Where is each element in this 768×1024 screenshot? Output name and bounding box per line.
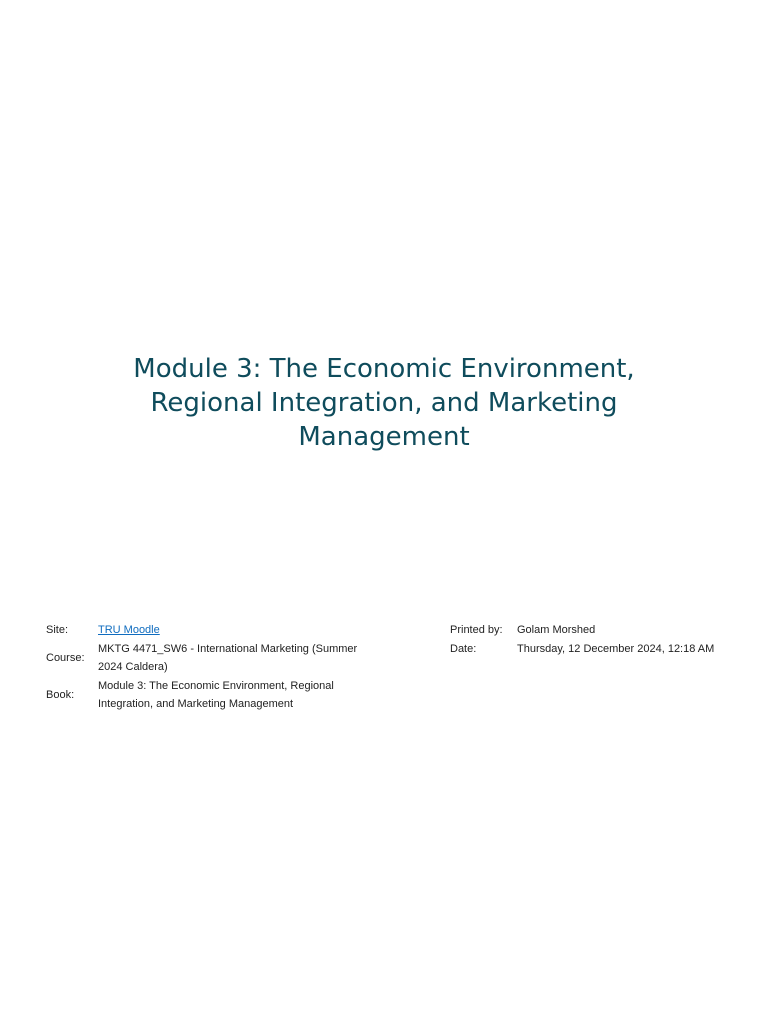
date-label: Date:	[450, 643, 477, 655]
book-title-line-2: Regional Integration, and Marketing	[150, 388, 618, 418]
printed-by-value: Golam Morshed	[517, 624, 596, 636]
date-row	[450, 640, 740, 659]
site-value-cell	[98, 621, 376, 640]
book-title-line-1: Module 3: The Economic Environment,	[133, 354, 635, 384]
site-link[interactable]: TRU Moodle	[98, 624, 160, 636]
course-row	[46, 640, 376, 677]
book-row	[46, 677, 376, 714]
printed-by-row	[450, 621, 740, 640]
book-label: Book:	[46, 689, 75, 701]
book-title	[60, 352, 708, 454]
print-info-left	[46, 621, 376, 714]
course-value: MKTG 4471_SW6 - International Marketing (Summer 2024 Caldera)	[98, 643, 358, 673]
printed-by-label: Printed by:	[450, 624, 503, 636]
book-value: Module 3: The Economic Environment, Regional Integration, and Marketing Management	[98, 680, 334, 710]
date-value: Thursday, 12 December 2024, 12:18 AM	[517, 643, 715, 655]
book-title-line-3: Management	[298, 422, 470, 452]
site-row	[46, 621, 376, 640]
site-label: Site:	[46, 624, 69, 636]
course-label: Course:	[46, 652, 85, 664]
print-info-right	[450, 621, 740, 659]
